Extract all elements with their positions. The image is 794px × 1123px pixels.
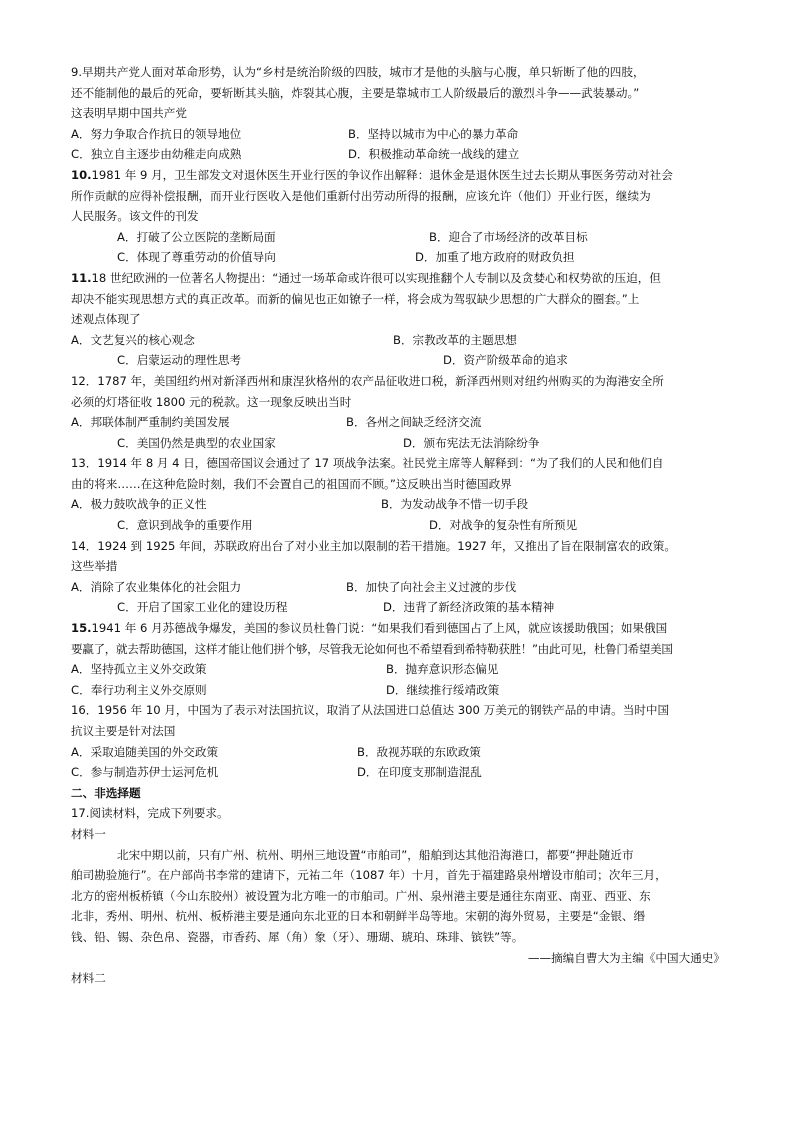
question-stem-end: 由的将来……在这种危险时刻，我们不会置自己的祖国而不顾。”这反映出当时德国政界	[71, 476, 512, 491]
option-d: D．资产阶级革命的追求	[443, 353, 568, 368]
option-a: A．极力鼓吹战争的正义性	[71, 497, 207, 512]
question-number: 10.	[71, 167, 92, 182]
question-text: 16．1956 年 10 月，中国为了表示对法国抗议，取消了从法国进口总值达 300 万美元的钢铁产品的申请。当时中国	[71, 703, 670, 718]
material-label: 材料二	[71, 971, 106, 986]
option-a: A．邦联体制严重制约美国发展	[71, 415, 230, 430]
question-text: 1941 年 6 月苏德战争爆发，美国的参议员杜鲁门说：“如果我们看到德国占了上风，就应该援助俄国；如果俄国	[91, 621, 668, 636]
question-text: 9.早期共产党人面对革命形势，认为“乡村是统治阶级的四肢，城市才是他的头脑与心腹，单只斩断了他的四肢，	[71, 65, 645, 79]
question-stem-end: 这些举措	[71, 559, 118, 574]
question-stem-end: 述观点体现了	[71, 312, 141, 327]
option-d: D．加重了地方政府的财政负担	[415, 250, 575, 265]
option-b: B．宗教改革的主题思想	[393, 332, 517, 347]
option-d: D．颁布宪法无法消除纷争	[403, 435, 540, 450]
question-text: 12．1787 年，美国纽约州对新泽西州和康涅狄格州的农产品征收进口税，新泽西州则对纽约州购买的为海港安全所	[71, 373, 664, 388]
material-text: 北方的密州板桥镇（今山东胶州）被设置为北方唯一的市舶司。广州、泉州港主要是通往东南亚、南亚、西亚、东	[71, 888, 651, 903]
question-text: 却决不能实现思想方式的真正改革。而新的偏见也正如镣子一样，将会成为驾驭缺少思想的广大群众的圈套。”上	[71, 291, 640, 306]
material-label: 材料一	[71, 826, 106, 841]
option-c: C．参与制造苏伊士运河危机	[71, 765, 219, 780]
option-b: B．迎合了市场经济的改革目标	[429, 229, 588, 244]
option-b: B．敌视苏联的东欧政策	[357, 744, 481, 759]
option-a: A．采取追随美国的外交政策	[71, 744, 219, 759]
material-source: ——摘编自曹大为主编《中国大通史》	[527, 950, 725, 965]
material-text: 北宋中期以前，只有广州、杭州、明州三地设置“市舶司”，船舶到达其他沿海港口，都要“押赴随近市	[117, 847, 634, 862]
question-prompt: 17.阅读材料，完成下列要求。	[71, 806, 229, 821]
question-text: 13．1914 年 8 月 4 日，德国帝国议会通过了 17 项战争法案。社民党主席等人解释到：“为了我们的人民和他们自	[71, 456, 664, 471]
question-11	[71, 268, 725, 371]
question-16	[71, 700, 725, 782]
question-stem-end: 抗议主要是针对法国	[71, 724, 176, 738]
option-d: D．违背了新经济政策的基本精神	[383, 600, 555, 615]
question-10	[71, 165, 725, 268]
option-c: C．意识到战争的重要作用	[117, 518, 253, 533]
option-a: A．努力争取合作抗日的领导地位	[71, 126, 242, 141]
question-number: 15.	[71, 621, 92, 636]
section-heading: 二、非选择题	[71, 785, 141, 800]
option-d: D．对战争的复杂性有所预见	[429, 518, 578, 533]
option-b: B．加快了向社会主义过渡的步伐	[346, 579, 517, 594]
material-text: 舶司勘验施行”。在户部尚书李常的建请下，元祐二年（1087 年）十月，首先于福建路泉州增设市舶司；次年三月，	[71, 868, 667, 883]
question-stem-end: 必须的灯塔征收 1800 元的税款。这一现象反映出当时	[71, 394, 352, 409]
question-text: 要赢了，就去帮助德国，这样才能让他们拼个够，尽管我无论如何也不希望看到希特勒获胜！”由此可见，杜鲁门希望美国	[71, 641, 673, 656]
question-17	[71, 803, 725, 988]
question-12	[71, 371, 725, 453]
option-b: B．抛弃意识形态偏见	[386, 662, 499, 677]
option-b: B．各州之间缺乏经济交流	[346, 415, 482, 430]
exam-page	[71, 62, 725, 989]
option-b: B．为发动战争不惜一切手段	[381, 497, 529, 512]
question-13	[71, 453, 725, 535]
option-a: A．文艺复兴的核心观念	[71, 332, 195, 347]
option-d: D．在印度支那制造混乱	[357, 765, 482, 780]
option-c: C．美国仍然是典型的农业国家	[117, 435, 276, 450]
option-c: C．奉行功利主义外交原则	[71, 682, 207, 697]
option-c: C．启蒙运动的理性思考	[117, 353, 242, 368]
material-text: 北非，秀州、明州、杭州、板桥港主要是通向东北亚的日本和朝鲜半岛等地。宋朝的海外贸易，主要是“金银、缗	[71, 909, 646, 924]
option-a: A．消除了农业集体化的社会阻力	[71, 579, 242, 594]
option-a: A．坚持孤立主义外交政策	[71, 662, 207, 677]
question-text: 18 世纪欧洲的一位著名人物提出：“通过一场革命或许很可以实现推翻个人专制以及贪婪心和权势欲的压迫，但	[91, 270, 661, 285]
question-text: 1981 年 9 月，卫生部发文对退休医生开业行医的争议作出解释：退休金是退休医生过去长期从事医务劳动对社会	[91, 167, 673, 182]
option-d: D．积极推动革命统一战线的建立	[348, 147, 520, 162]
option-c: C．体现了尊重劳动的价值导向	[117, 250, 276, 265]
question-9	[71, 62, 725, 165]
material-text: 钱、铅、锡、杂色帛、瓷器，市香药、犀（角）象（牙）、珊瑚、琥珀、珠琲、镔铁”等。	[71, 929, 524, 944]
question-text: 还不能制他的最后的死命，要斩断其头脑，炸裂其心腹，主要是靠城市工人阶级最后的激烈斗争——武装暴动。”	[71, 85, 640, 100]
option-a: A．打破了公立医院的垄断局面	[117, 229, 276, 244]
option-c: C．独立自主逐步由幼稚走向成熟	[71, 147, 242, 162]
question-15	[71, 618, 725, 700]
option-b: B．坚持以城市为中心的暴力革命	[348, 126, 519, 141]
question-number: 11.	[71, 270, 92, 285]
option-d: D．继续推行绥靖政策	[386, 682, 500, 697]
question-text: 所作贡献的应得补偿报酬，而开业行医收入是他们重新付出劳动所得的报酬，应该允许（他们）开业行医，继续为	[71, 188, 651, 203]
question-text: 14．1924 到 1925 年间，苏联政府出台了对小业主加以限制的若干措施。1927 年，又推出了旨在限制富农的政策。	[71, 538, 676, 553]
question-14	[71, 536, 725, 618]
question-stem-end: 人民服务。该文件的刊发	[71, 209, 199, 224]
question-stem-end: 这表明早期中国共产党	[71, 106, 187, 121]
option-c: C．开启了国家工业化的建设历程	[117, 600, 288, 615]
